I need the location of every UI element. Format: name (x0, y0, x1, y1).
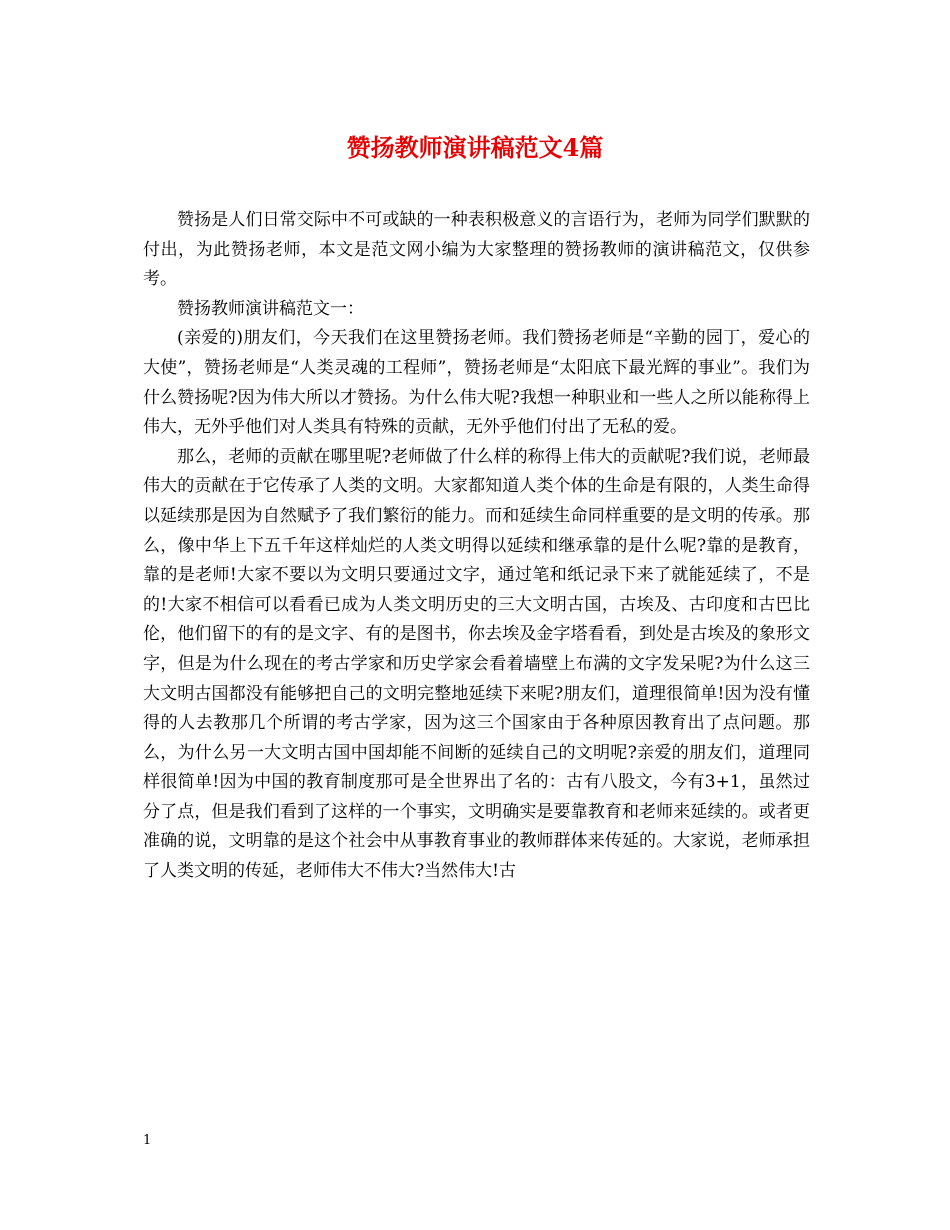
document-body (143, 206, 810, 887)
paragraph-section-heading: 赞扬教师演讲稿范文一： (177, 298, 364, 319)
paragraph-speech-1: (亲爱的)朋友们，今天我们在这里赞扬老师。我们赞扬老师是“辛勤的园丁，爱心的大使”，赞扬老师是“人类灵魂的工程师”，赞扬老师是“太阳底下最光辉的事业”。我们为什么赞扬呢?因为伟大所以才赞扬。为什么伟大呢?我想一种职业和一些人之所以能称得上伟大，无外乎他们对人类具有特殊的贡献，无外乎他们付出了无私的爱。 (143, 328, 810, 438)
paragraph-speech-2: 那么，老师的贡献在哪里呢?老师做了什么样的称得上伟大的贡献呢?我们说，老师最伟大的贡献在于它传承了人类的文明。大家都知道人类个体的生命是有限的，人类生命得以延续那是因为自然赋予了我们繁衍的能力。而和延续生命同样重要的是文明的传承。那么，像中华上下五千年这样灿烂的人类文明得以延续和继承靠的是什么呢?靠的是教育，靠的是老师!大家不要以为文明只要通过文字，通过笔和纸记录下来了就能延续了，不是的!大家不相信可以看看已成为人类文明历史的三大文明古国，古埃及、古印度和古巴比伦，他们留下的有的是文字、有的是图书，你去埃及金字塔看看，到处是古埃及的象形文字，但是为什么现在的考古学家和历史学家会看着墙壁上布满的文字发呆呢?为什么这三大文明古国都没有能够把自己的文明完整地延续下来呢?朋友们，道理很简单!因为没有懂得的人去教那几个所谓的考古学家，因为这三个国家由于各种原因教育出了点问题。那么，为什么另一大文明古国中国却能不间断的延续自己的文明呢?亲爱的朋友们，道理同样很简单!因为中国的教育制度那可是全世界出了名的：古有八股文，今有3+1，虽然过分了点，但是我们看到了这样的一个事实，文明确实是要靠教育和老师来延续的。或者更准确的说，文明靠的是这个社会中从事教育事业的教师群体来传延的。大家说，老师承担了人类文明的传延，老师伟大不伟大?当然伟大!古 (143, 446, 810, 882)
document-title: 赞扬教师演讲稿范文4篇 (346, 133, 604, 162)
page-number: 1 (143, 1133, 152, 1148)
paragraph-intro: 赞扬是人们日常交际中不可或缺的一种表积极意义的言语行为，老师为同学们默默的付出，为此赞扬老师，本文是范文网小编为大家整理的赞扬教师的演讲稿范文，仅供参考。 (143, 210, 810, 290)
